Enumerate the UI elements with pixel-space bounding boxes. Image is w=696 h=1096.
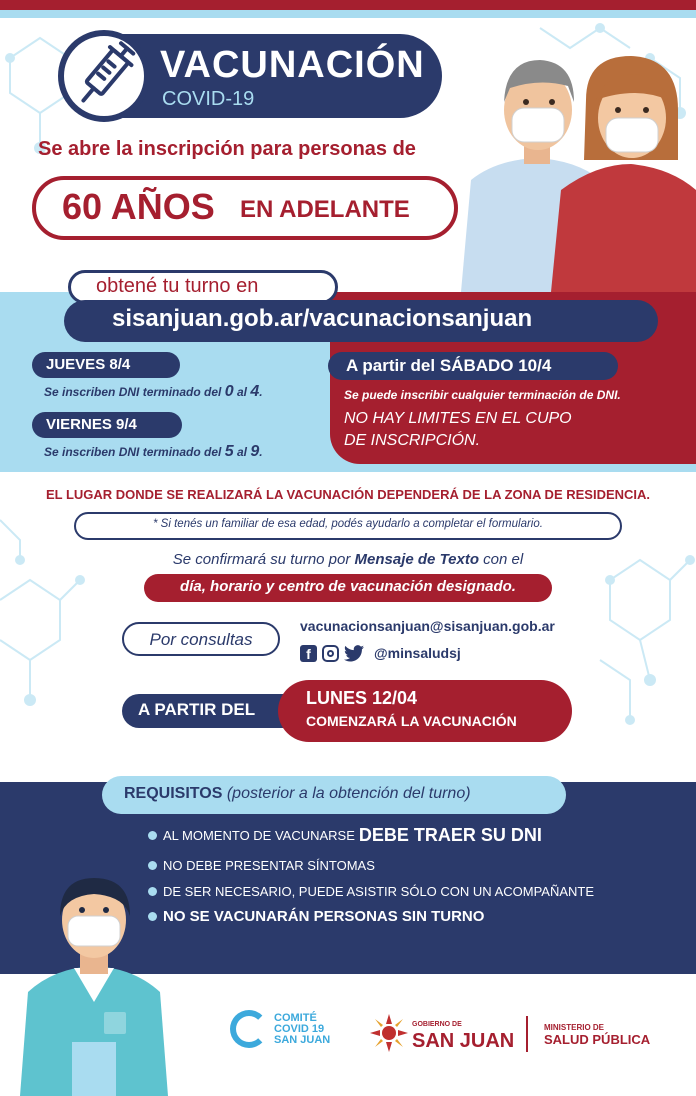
ministerio-logo: MINISTERIO DE SALUD PÚBLICA (544, 1023, 651, 1047)
friday-title: VIERNES 9/4 (32, 412, 182, 438)
requirement-item-3: DE SER NECESARIO, PUEDE ASISTIR SÓLO CON UN ACOMPAÑANTE (148, 884, 594, 899)
turno-url[interactable]: sisanjuan.gob.ar/vacunacionsanjuan (112, 305, 533, 332)
saturday-title: A partir del SÁBADO 10/4 (328, 352, 618, 380)
bullet-icon (148, 831, 157, 840)
logo-divider (526, 1016, 528, 1052)
saturday-note-2: DE INSCRIPCIÓN. (344, 432, 481, 449)
saturday-note-1: NO HAY LIMITES EN EL CUPO (344, 410, 572, 427)
top-border-red (0, 0, 696, 10)
requirements-title-row (124, 785, 471, 803)
facebook-icon[interactable]: f (300, 645, 317, 662)
sun-logo-icon (370, 1014, 408, 1052)
start-label: A PARTIR DEL (122, 694, 312, 728)
comite-logo-icon (230, 1010, 268, 1048)
title-vacunacion: VACUNACIÓN (160, 44, 425, 86)
bullet-icon (148, 861, 157, 870)
twitter-icon[interactable] (344, 645, 364, 662)
intro-text: Se abre la inscripción para personas de (38, 138, 416, 160)
saturday-text: Se puede inscribir cualquier terminación de DNI. (344, 388, 621, 402)
requirement-item-2: NO DEBE PRESENTAR SÍNTOMAS (148, 858, 375, 873)
social-row (300, 643, 461, 663)
confirm-text: Se confirmará su turno por Mensaje de Texto con el (172, 551, 524, 568)
instagram-icon[interactable] (322, 645, 339, 662)
syringe-icon (64, 36, 144, 116)
contact-email[interactable]: vacunacionsanjuan@sisanjuan.gob.ar (300, 618, 555, 634)
family-note: * Si tenés un familiar de esa edad, podés ayudarlo a completar el formulario. (153, 518, 543, 530)
comite-logo: COMITÉ COVID 19 SAN JUAN (230, 1010, 330, 1048)
age-big-text: 60 AÑOS (62, 186, 215, 227)
requirements-title: REQUISITOS (124, 785, 223, 802)
requirement-item-4: NO SE VACUNARÁN PERSONAS SIN TURNO (148, 908, 484, 925)
thursday-title: JUEVES 8/4 (32, 352, 180, 378)
gobierno-logo: GOBIERNO DE SAN JUAN (370, 1014, 514, 1052)
subtitle-covid: COVID-19 (162, 88, 255, 110)
age-small-text: EN ADELANTE (240, 196, 410, 223)
requirements-title-note: (posterior a la obtención del turno) (226, 785, 471, 802)
confirm-red-text: día, horario y centro de vacunación designado. (144, 574, 552, 602)
turno-label: obtené tu turno en (96, 275, 259, 297)
friday-text: Se inscriben DNI terminado del 5 al 9. (44, 443, 263, 460)
top-border-blue (0, 10, 696, 18)
social-handle[interactable]: @minsaludsj (374, 645, 461, 661)
elderly-couple-illustration (456, 40, 696, 292)
requirement-item-1: AL MOMENTO DE VACUNARSE DEBE TRAER SU DNI (148, 825, 542, 846)
contact-label: Por consultas (122, 622, 280, 656)
place-note: EL LUGAR DONDE SE REALIZARÁ LA VACUNACIÓN DEPENDERÁ DE LA ZONA DE RESIDENCIA. (45, 487, 651, 502)
start-date: LUNES 12/04 (306, 688, 418, 708)
health-worker-illustration (14, 872, 174, 1096)
start-text: COMENZARÁ LA VACUNACIÓN (306, 713, 517, 729)
syringe-icon-circle (58, 30, 150, 122)
thursday-text: Se inscriben DNI terminado del 0 al 4. (44, 383, 263, 400)
